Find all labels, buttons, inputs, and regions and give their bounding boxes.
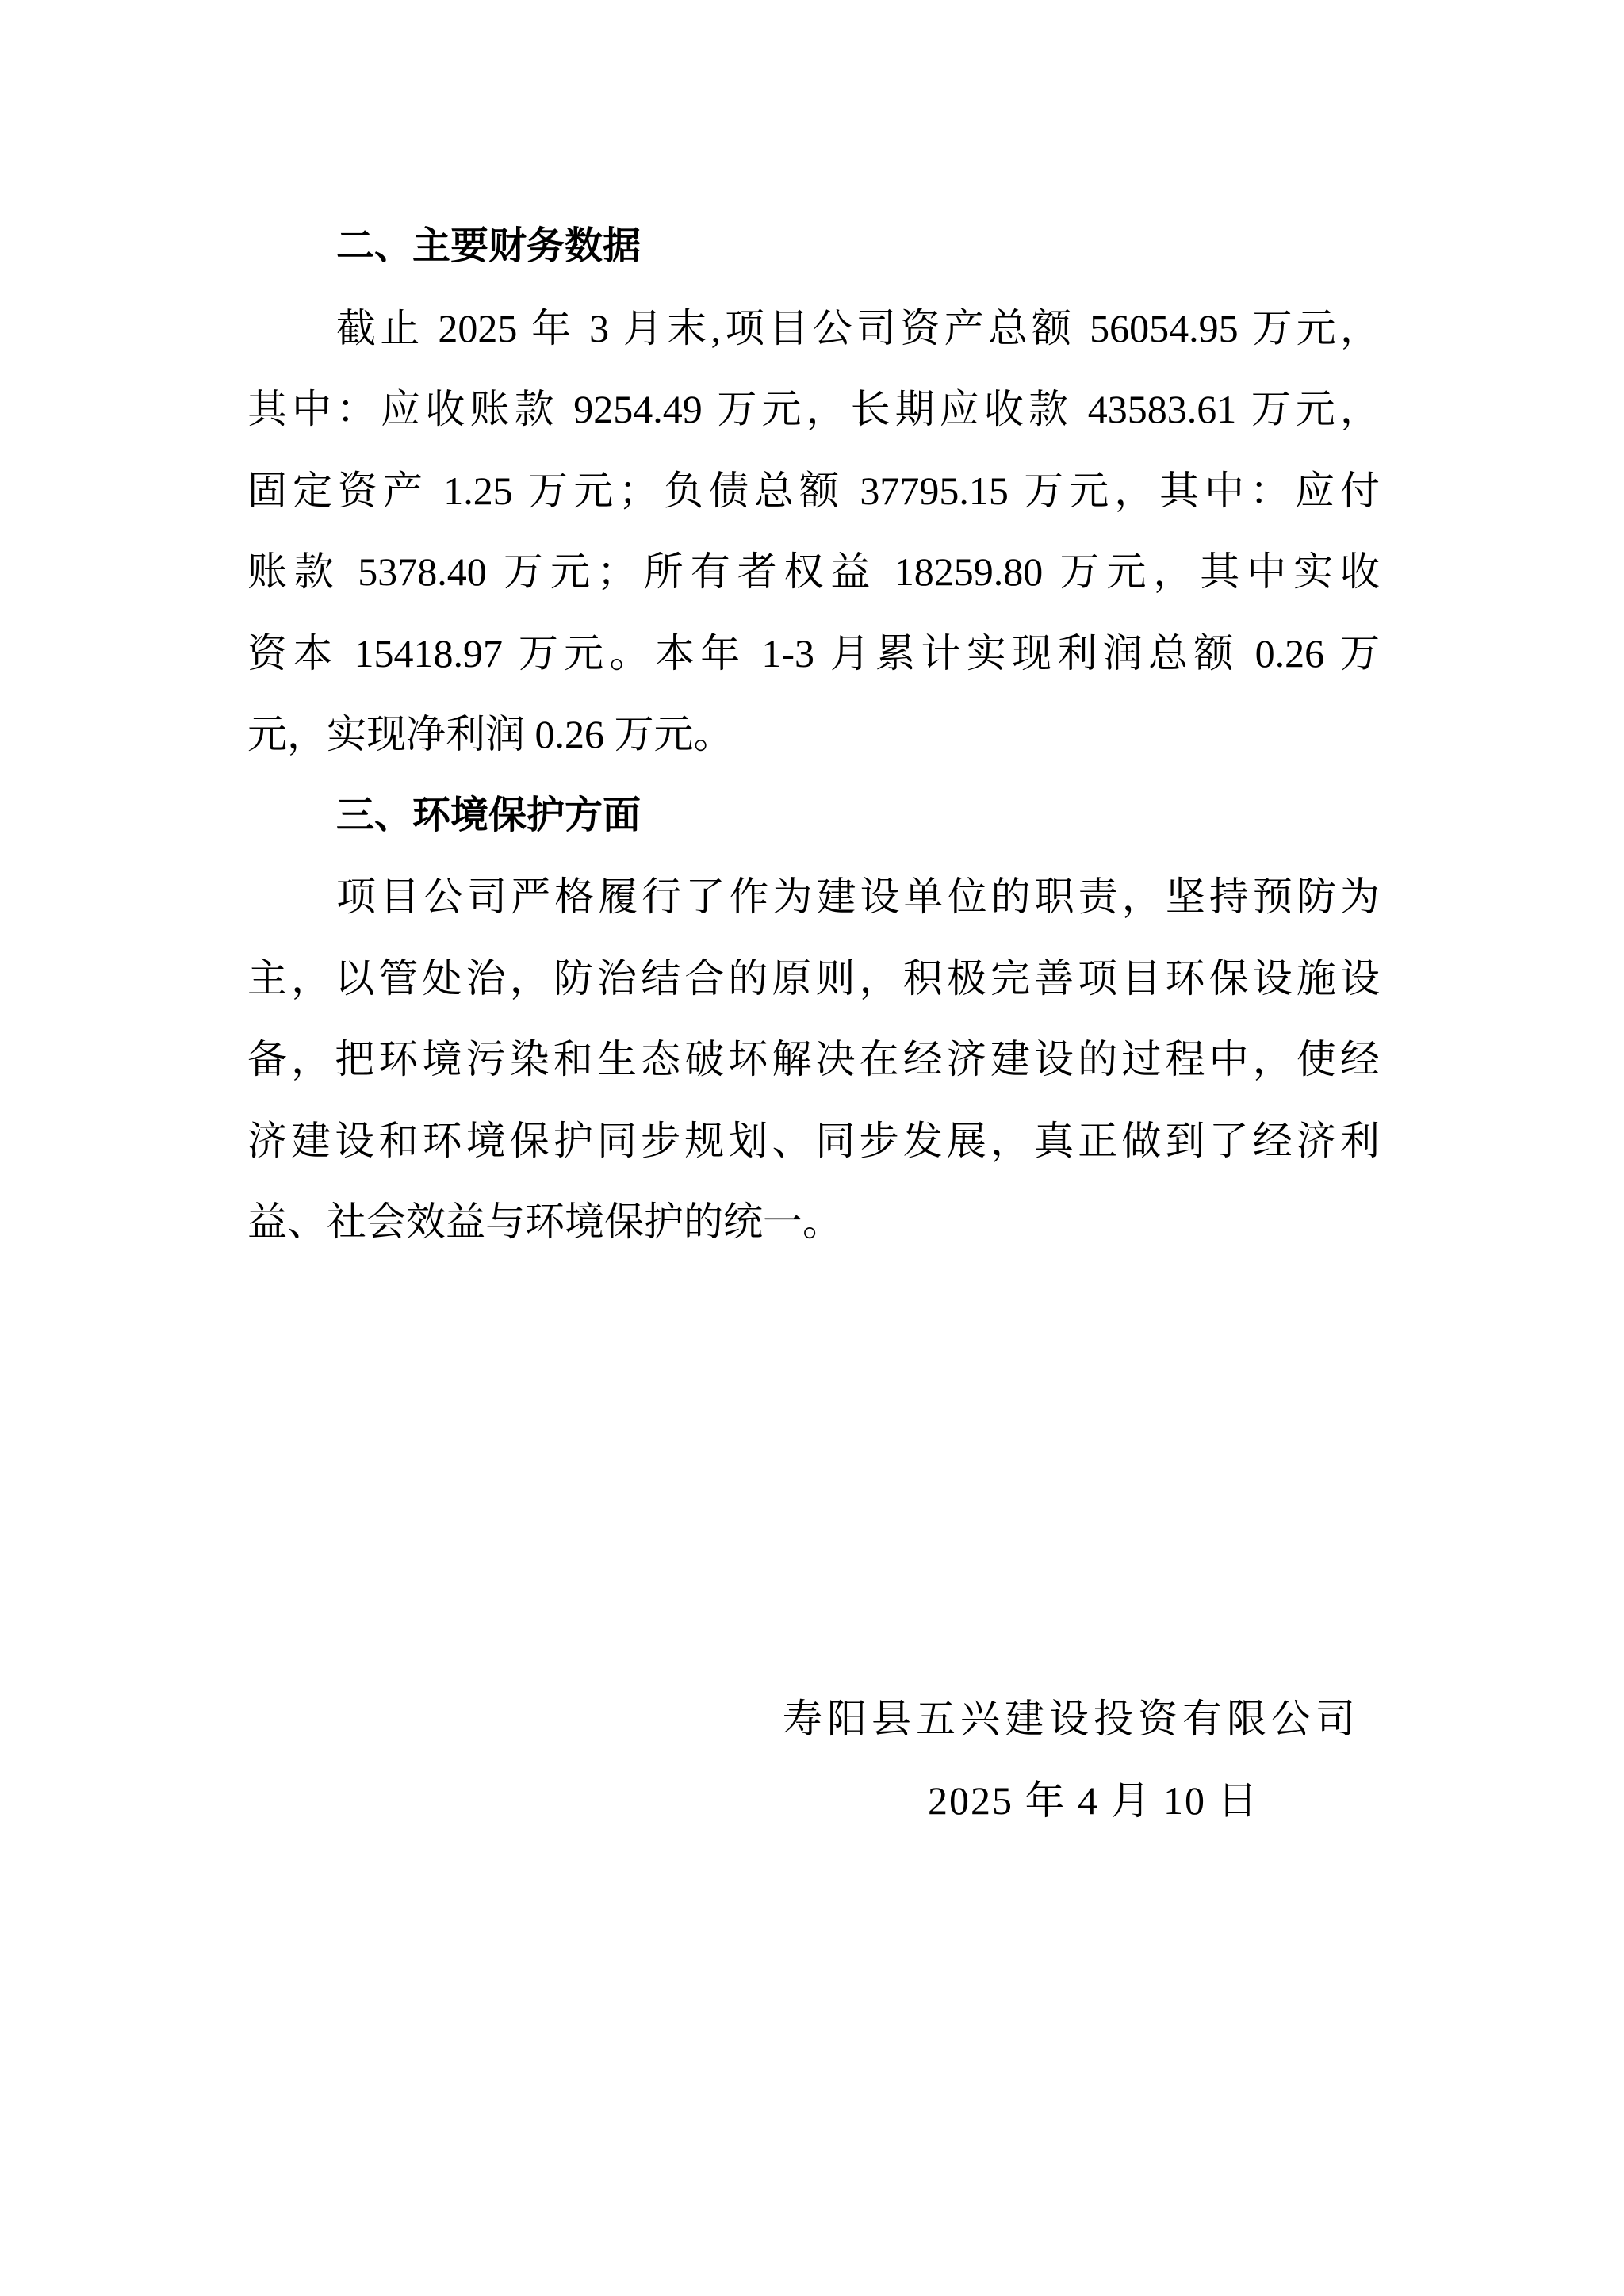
body-line: 元，实现净利润 0.26 万元。 xyxy=(247,712,733,756)
section-heading-environmental-protection: 三、环境保护方面 xyxy=(336,794,642,836)
body-line: 项目公司严格履行了作为建设单位的职责，坚持预防为 xyxy=(336,874,1380,919)
body-line: 截止 2025 年 3 月末,项目公司资产总额 56054.95 万元， xyxy=(336,305,1380,350)
signature-block xyxy=(783,1678,1360,1841)
paragraph-environmental-protection xyxy=(247,856,1380,1263)
signature-date: 2025 年 4 月 10 日 xyxy=(928,1777,1259,1823)
document-body xyxy=(247,206,1380,1263)
body-line: 账款 5378.40 万元；所有者权益 18259.80 万元，其中实收 xyxy=(247,549,1380,594)
body-line: 益、社会效益与环境保护的统一。 xyxy=(247,1200,842,1244)
body-line: 备，把环境污染和生态破坏解决在经济建设的过程中，使经 xyxy=(247,1037,1380,1081)
body-line: 资本 15418.97 万元。本年 1-3 月累计实现利润总额 0.26 万 xyxy=(247,630,1380,675)
body-line: 济建设和环境保护同步规划、同步发展，真正做到了经济利 xyxy=(247,1118,1380,1163)
body-line: 其中：应收账款 9254.49 万元，长期应收款 43583.61 万元， xyxy=(247,387,1380,431)
body-line: 固定资产 1.25 万元；负债总额 37795.15 万元，其中：应付 xyxy=(247,468,1380,513)
body-line: 主，以管处治，防治结合的原则，积极完善项目环保设施设 xyxy=(247,955,1380,1001)
paragraph-financial-data xyxy=(247,288,1380,775)
signature-company-name: 寿阳县五兴建设投资有限公司 xyxy=(783,1697,1360,1741)
section-heading-financial-data: 二、主要财务数据 xyxy=(336,225,642,267)
